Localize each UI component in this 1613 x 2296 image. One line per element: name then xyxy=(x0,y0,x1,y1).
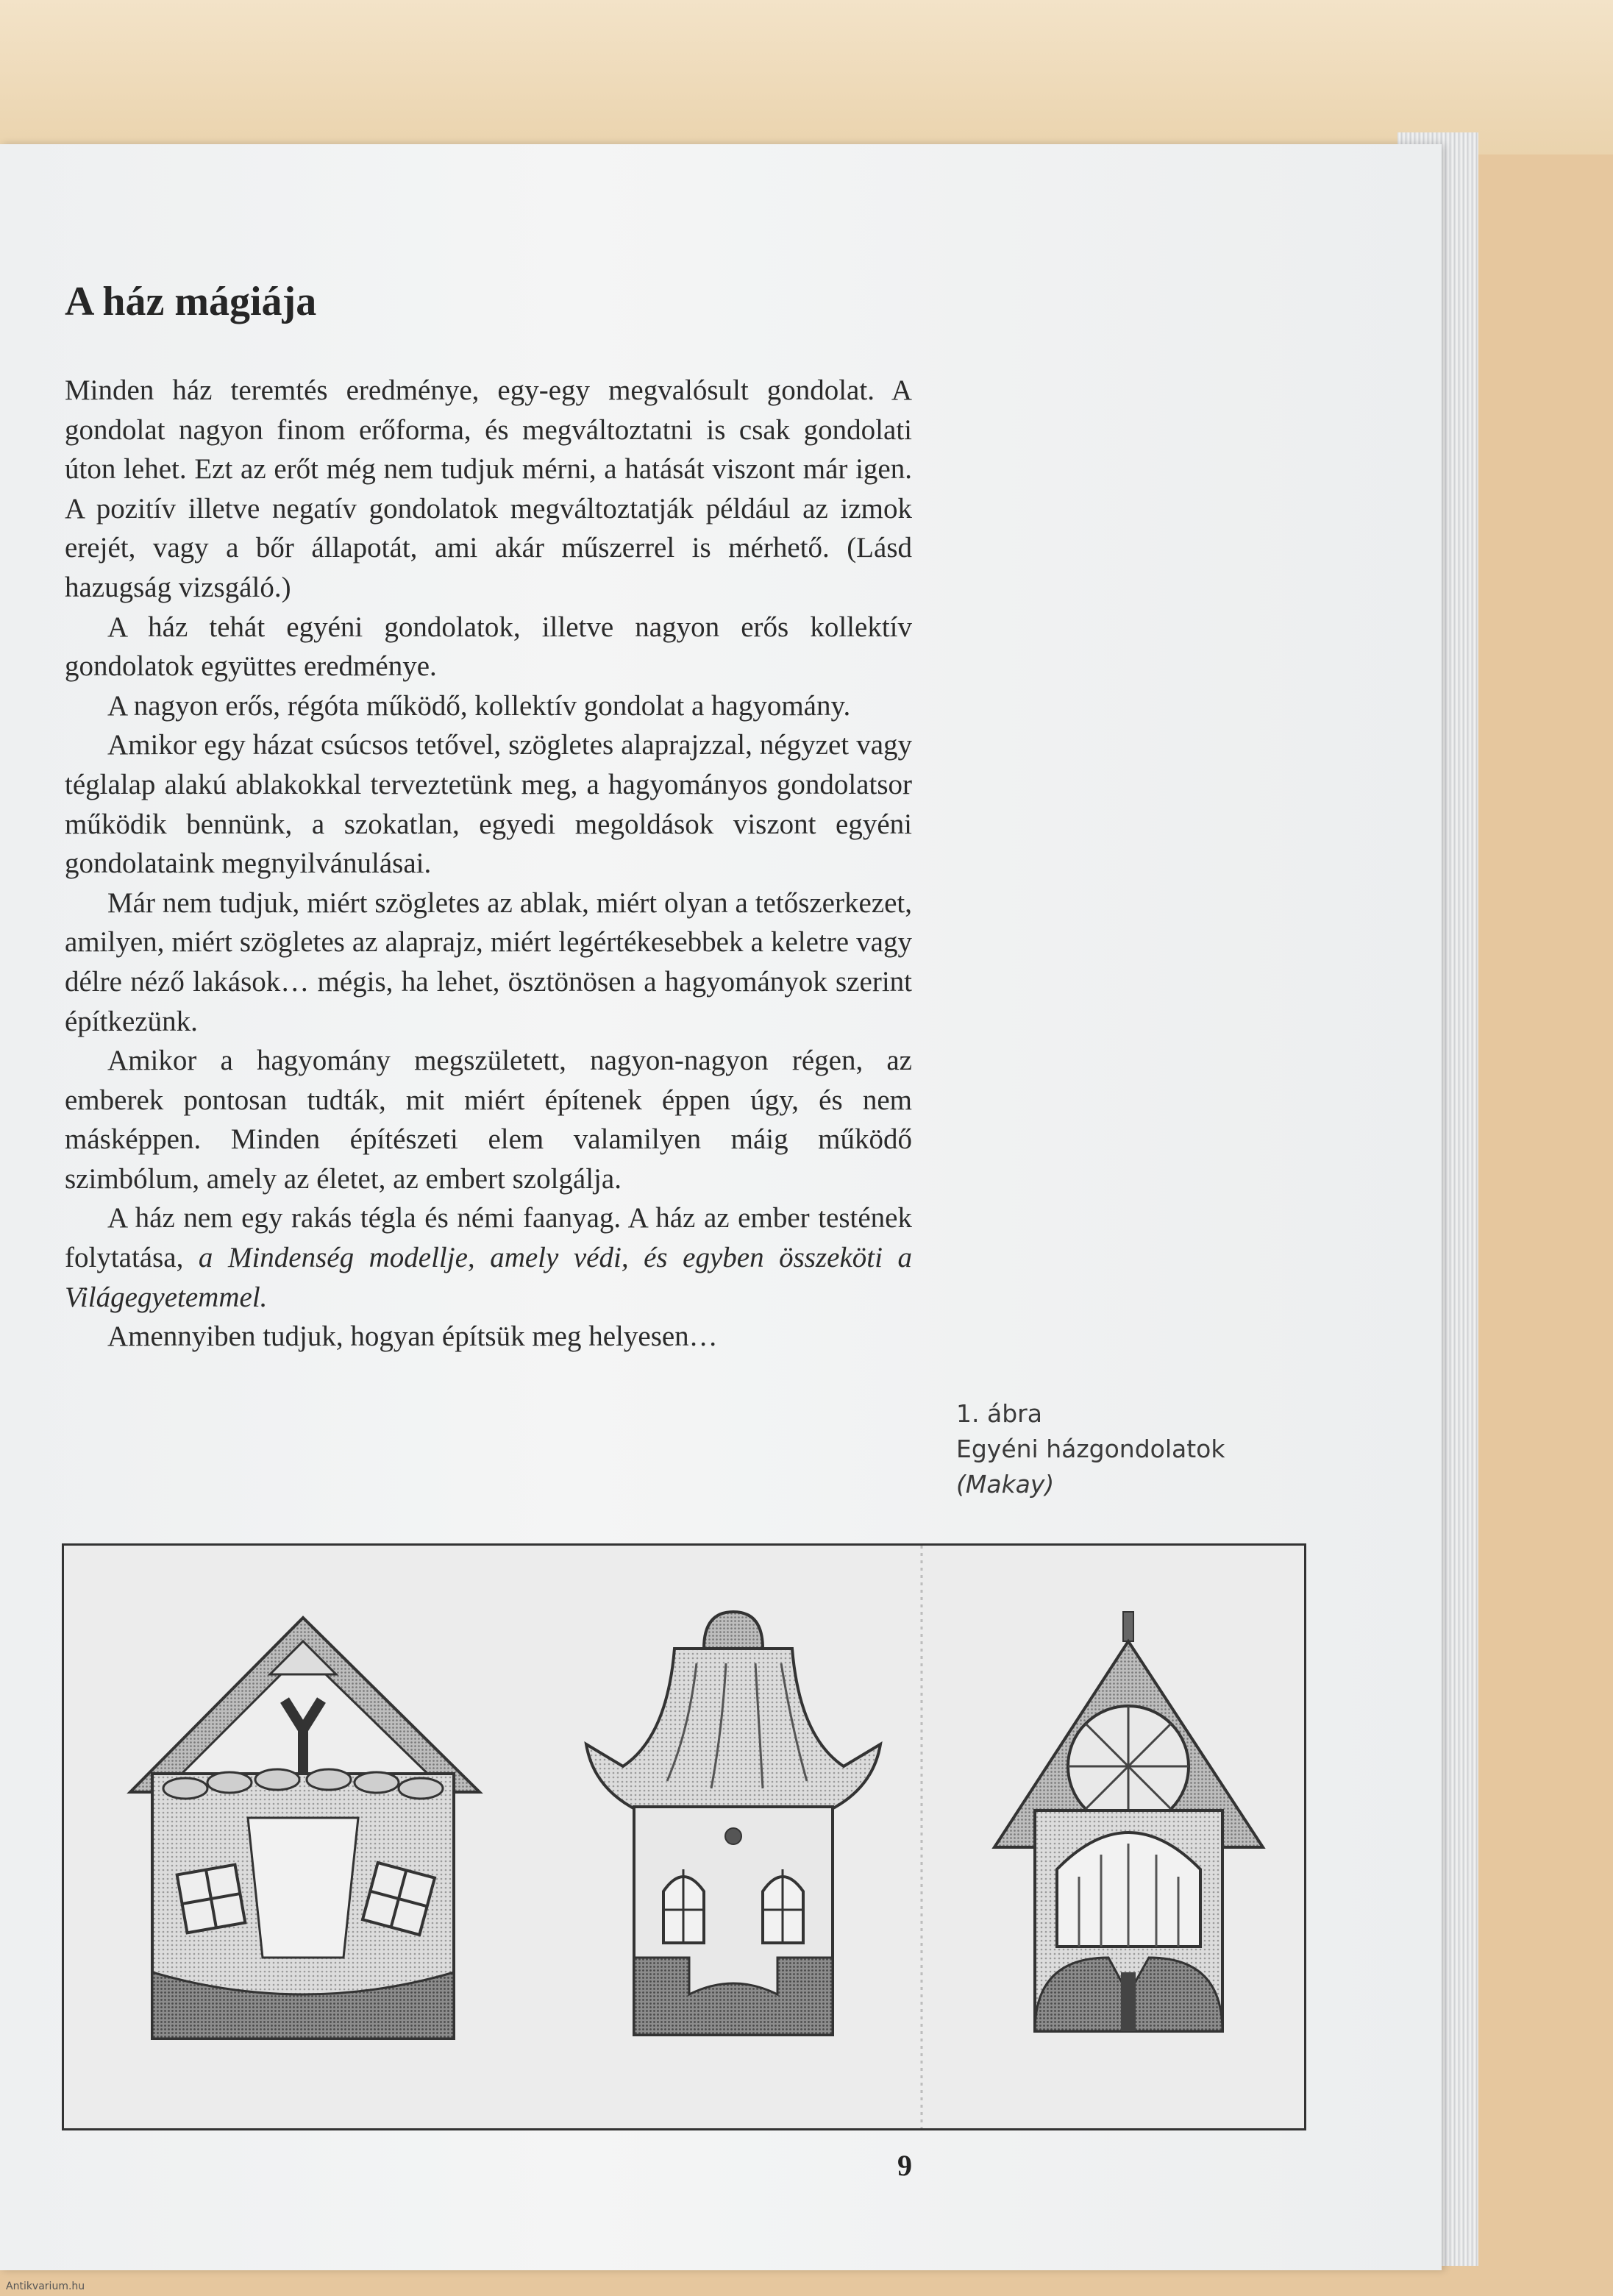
paragraph-7-text: A ház nem egy rakás tégla és némi faanyag. A ház az ember testének folytatása, xyxy=(65,1202,912,1274)
house-drawing-1 xyxy=(130,1618,480,2039)
paragraph-7 xyxy=(65,1198,912,1317)
house-drawing-3 xyxy=(994,1612,1263,2031)
paragraph-8: Amennyiben tudjuk, hogyan építsük meg helyesen… xyxy=(107,1321,718,1353)
paragraph-4: Amikor egy házat csúcsos tetővel, szögletes alaprajzzal, négyzet vagy téglalap alakú ablakokkal terveztetünk meg, a hagyományos gondolatsor működik bennünk, a szokatlan, egyedi megoldások viszont egyéni gondolataink megnyilvánulásai. xyxy=(65,729,912,880)
body-text xyxy=(65,371,912,1357)
paragraph-1: Minden ház teremtés eredménye, egy-egy megvalósult gondolat. A gondolat nagyon finom erőforma, és megváltoztatni is csak gondolati úton lehet. Ezt az erőt még nem tudjuk mérni, a hatását viszont már igen. A pozitív illetve negatív gondolatok megváltoztatják például az izmok erejét, vagy a bőr állapotát, ami akár műszerrel is mérhető. (Lásd hazugság vizsgáló.) xyxy=(65,374,912,603)
page-title: A ház mágiája xyxy=(65,279,317,324)
house-illustration-figure xyxy=(62,1543,1306,2130)
house-drawing-2 xyxy=(586,1612,880,2035)
figure-title: Egyéni házgondolatok xyxy=(956,1435,1225,1463)
figure-caption xyxy=(956,1396,1225,1502)
paragraph-5: Már nem tudjuk, miért szögletes az ablak, miért olyan a tetőszerkezet, amilyen, miért szögletes az alaprajz, miért legértékesebbek a keletre vagy délre néző lakások… mégis, ha lehet, ösztönösen a hagyományok szerint építkezünk. xyxy=(65,886,912,1037)
watermark: Antikvarium.hu xyxy=(6,2281,85,2292)
paragraph-7-italic: a Mindenség modellje, amely védi, és egyben összeköti a Világegyetemmel. xyxy=(65,1242,912,1313)
figure-number: 1. ábra xyxy=(956,1399,1042,1428)
figure-author: (Makay) xyxy=(956,1470,1055,1499)
page-number: 9 xyxy=(897,2149,912,2182)
paragraph-3: A nagyon erős, régóta működő, kollektív gondolat a hagyomány. xyxy=(107,689,851,722)
background-surface xyxy=(0,0,1613,154)
paragraph-2: A ház tehát egyéni gondolatok, illetve nagyon erős kollektív gondolatok együttes eredménye. xyxy=(65,611,912,683)
paragraph-6: Amikor a hagyomány megszületett, nagyon-nagyon régen, az emberek pontosan tudták, mit miért építenek éppen úgy, és nem másképpen. Minden építészeti elem valamilyen máig működő szimbólum, amely az életet, az embert szolgálja. xyxy=(65,1045,912,1195)
